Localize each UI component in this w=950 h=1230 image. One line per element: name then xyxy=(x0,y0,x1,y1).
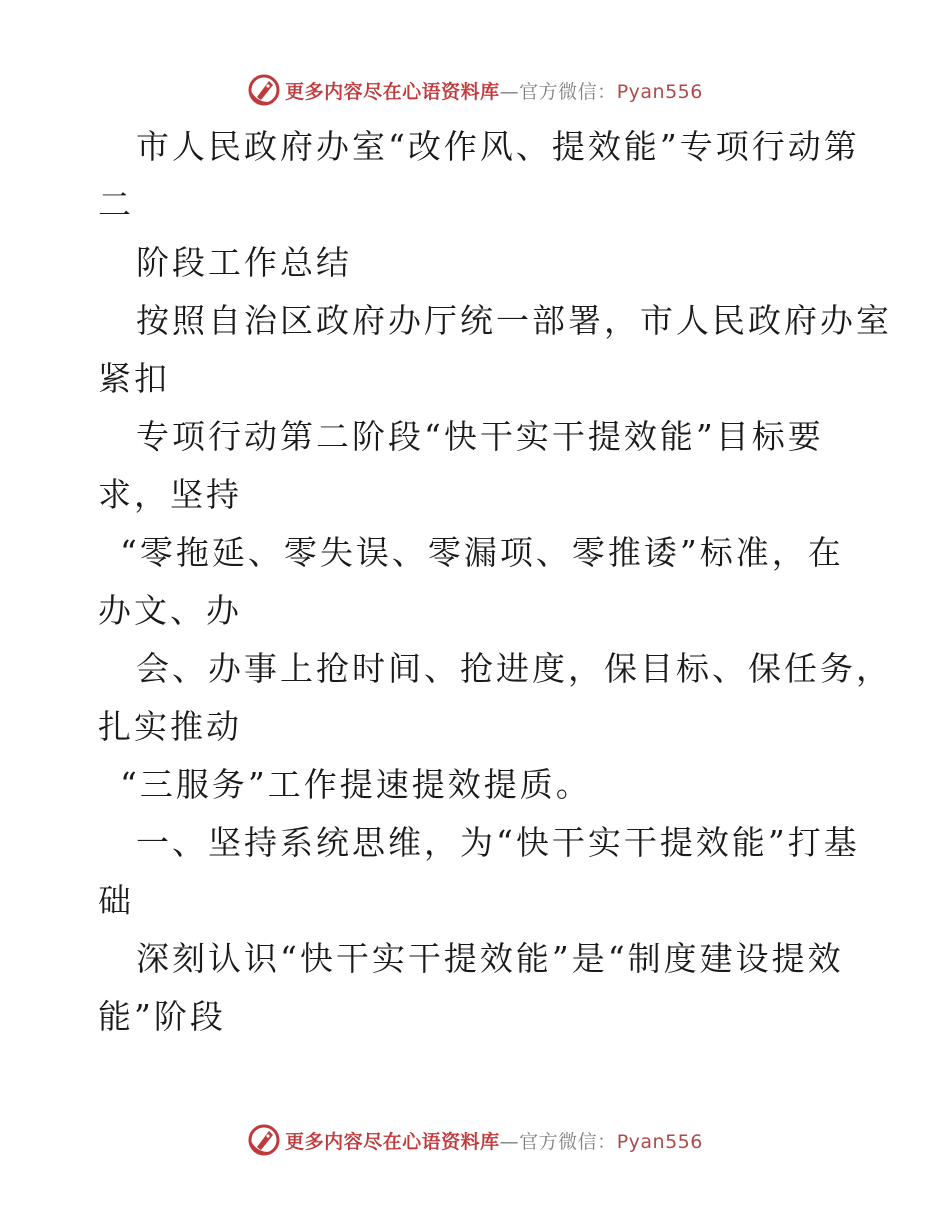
header-brand: 更多内容尽在心语资料库 xyxy=(285,80,500,103)
text-line: 专项行动第二阶段“快干实干提效能”目标要 xyxy=(136,417,824,456)
footer-dash: — xyxy=(499,1130,520,1153)
text-line: “零拖延、零失误、零漏项、零推诿”标准，在 xyxy=(120,533,844,572)
text-line: 阶段工作总结 xyxy=(136,243,352,282)
text-line: 能”阶段 xyxy=(98,997,226,1036)
text-line: 二 xyxy=(98,185,134,224)
pen-nib-logo-icon xyxy=(247,73,281,107)
text-line: 办文、办 xyxy=(98,591,242,630)
header-dash: — xyxy=(499,80,520,103)
pen-nib-logo-icon xyxy=(247,1123,281,1157)
footer-brand: 更多内容尽在心语资料库 xyxy=(285,1130,500,1153)
header-label: 官方微信： xyxy=(519,80,617,103)
footer-banner-text xyxy=(285,1127,703,1154)
text-line: 会、办事上抢时间、抢进度，保目标、保任务， xyxy=(136,649,892,688)
header-banner xyxy=(0,70,950,110)
text-line: “三服务”工作提速提效提质。 xyxy=(120,765,592,804)
text-line: 求，坚持 xyxy=(98,475,242,514)
footer-account: Pyan556 xyxy=(616,1130,703,1153)
text-line: 础 xyxy=(98,881,134,920)
text-line: 扎实推动 xyxy=(98,707,242,746)
header-account: Pyan556 xyxy=(616,80,703,103)
text-line: 深刻认识“快干实干提效能”是“制度建设提效 xyxy=(136,939,844,978)
header-banner-text xyxy=(285,77,703,104)
text-line: 按照自治区政府办厅统一部署，市人民政府办室 xyxy=(136,301,892,340)
footer-label: 官方微信： xyxy=(519,1130,617,1153)
text-line: 市人民政府办室“改作风、提效能”专项行动第 xyxy=(136,127,860,166)
document-body xyxy=(98,118,892,1046)
footer-banner xyxy=(0,1120,950,1160)
text-line: 紧扣 xyxy=(98,359,170,398)
text-line: 一、坚持系统思维，为“快干实干提效能”打基 xyxy=(136,823,860,862)
